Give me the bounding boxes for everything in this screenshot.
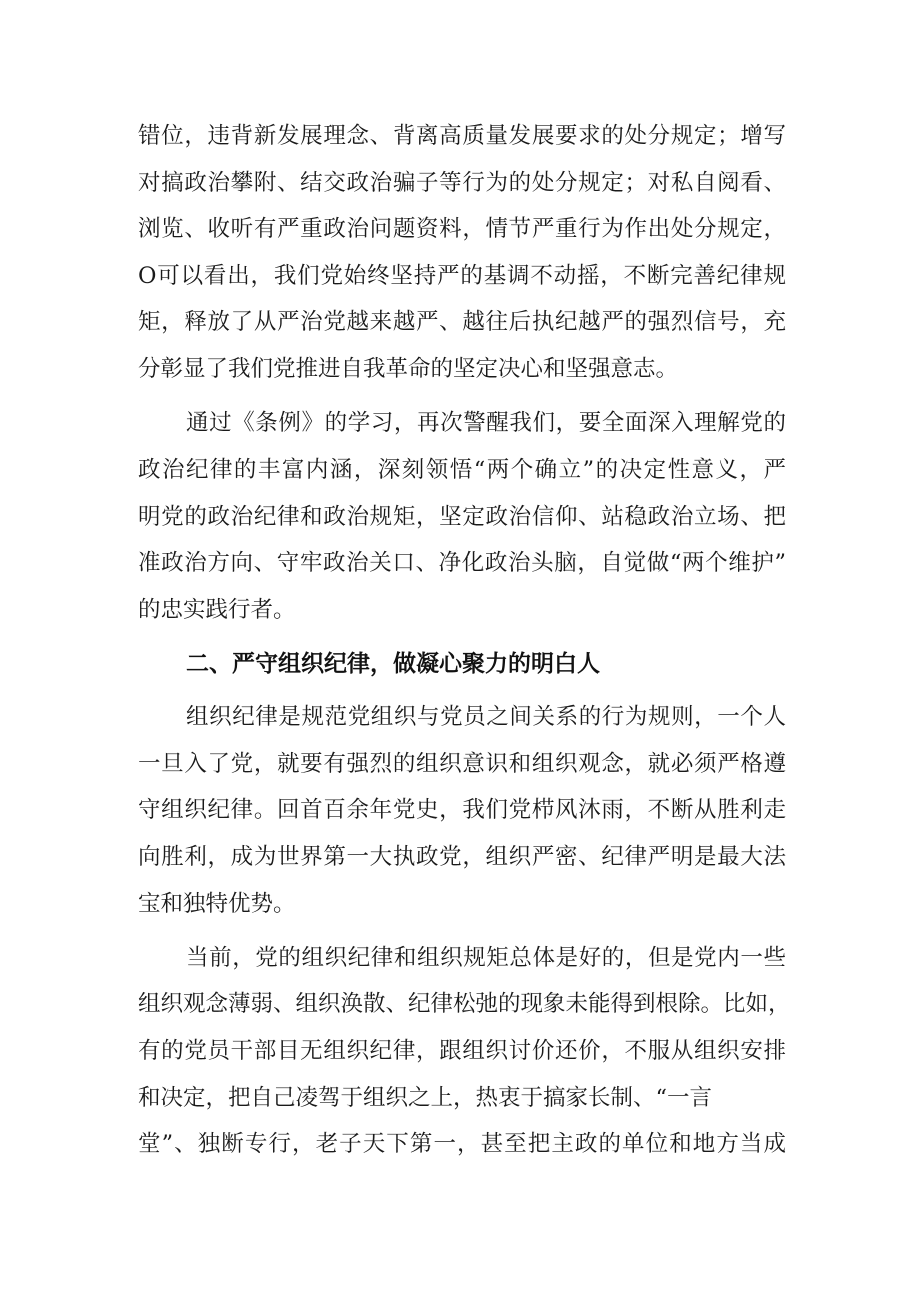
paragraph-4-line-2: 组织观念薄弱、组织涣散、纪律松弛的现象未能得到根除。比如， — [138, 991, 791, 1017]
paragraph-1-line-5: 矩，释放了从严治党越来越严、越往后执纪越严的强烈信号，充 — [138, 309, 786, 335]
paragraph-4-line-3: 有的党员干部目无组织纪律，跟组织讨价还价，不服从组织安排 — [138, 1038, 786, 1064]
paragraph-1-line-4: O可以看出，我们党始终坚持严的基调不动摇，不断完善纪律规 — [138, 263, 786, 289]
paragraph-3-line-4: 向胜利，成为世界第一大执政党，组织严密、纪律严明是最大法 — [138, 844, 786, 870]
paragraph-4-line-5: 堂”、独断专行，老子天下第一，甚至把主政的单位和地方当成 — [138, 1131, 786, 1157]
paragraph-2-line-4: 准政治方向、守牢政治关口、净化政治头脑，自觉做“两个维护” — [138, 550, 786, 576]
paragraph-4-line-1: 当前，党的组织纪律和组织规矩总体是好的，但是党内一些 — [186, 945, 786, 971]
paragraph-2-line-5: 的忠实践行者。 — [138, 597, 296, 623]
paragraph-3-line-2: 一旦入了党，就要有强烈的组织意识和组织观念，就必须严格遵 — [138, 751, 786, 777]
paragraph-1-line-3: 浏览、收听有严重政治问题资料，情节严重行为作出处分规定， — [138, 216, 786, 242]
section-heading: 二、严守组织纪律，做凝心聚力的明白人 — [186, 651, 600, 677]
paragraph-4-line-4: 和决定，把自己凌驾于组织之上，热衷于搞家长制、“一言 — [138, 1085, 713, 1111]
paragraph-2-line-1: 通过《条例》的学习，再次警醒我们，要全面深入理解党的 — [186, 410, 786, 436]
paragraph-3-line-1: 组织纪律是规范党组织与党员之间关系的行为规则，一个人 — [186, 704, 786, 730]
paragraph-1-line-2: 对搞政治攀附、结交政治骗子等行为的处分规定；对私自阅看、 — [138, 170, 786, 196]
paragraph-1-line-1: 错位，违背新发展理念、背离高质量发展要求的处分规定；增写 — [138, 123, 786, 149]
paragraph-1-line-6: 分彰显了我们党推进自我革命的坚定决心和坚强意志。 — [138, 356, 679, 382]
paragraph-2-line-3: 明党的政治纪律和政治规矩，坚定政治信仰、站稳政治立场、把 — [138, 504, 786, 530]
paragraph-3-line-3: 守组织纪律。回首百余年党史，我们党栉风沐雨，不断从胜利走 — [138, 797, 786, 823]
paragraph-3-line-5: 宝和独特优势。 — [138, 891, 296, 917]
paragraph-2-line-2: 政治纪律的丰富内涵，深刻领悟“两个确立”的决定性意义，严 — [138, 457, 786, 483]
